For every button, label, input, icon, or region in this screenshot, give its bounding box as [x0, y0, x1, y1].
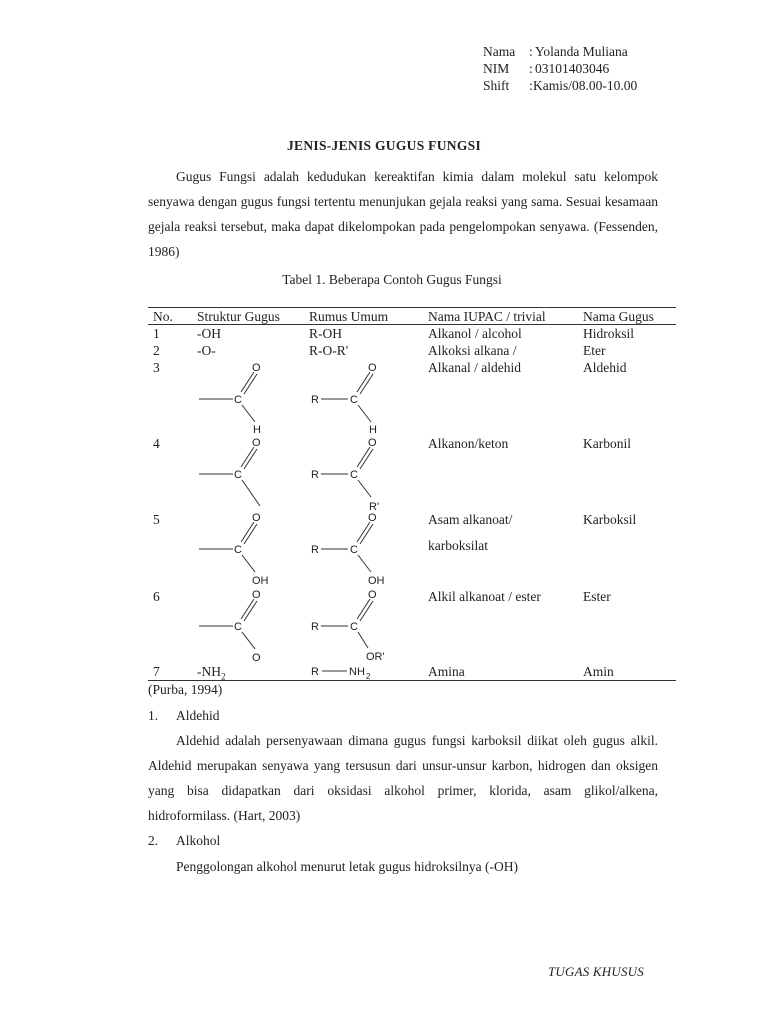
row-no: 1 [153, 326, 160, 341]
atom-o: O [368, 362, 377, 374]
row-iupac: Alkanon/keton [428, 436, 509, 451]
atom-c: C [234, 544, 242, 556]
row-iupac-cont: karboksilat [428, 538, 488, 553]
atom-h: H [253, 424, 261, 436]
atom-r: R [311, 394, 319, 406]
nim-sep: : [529, 61, 533, 76]
atom-r-prime: R' [369, 501, 380, 513]
section-paragraph: Aldehid adalah persenyawaan dimana gugus fungsi karboksil diikat oleh gugus alkil. Aldehid merupakan senyawa yang tersusun dari unsur-unsur karbon, hidrogen dan oksigen yang bisa didapatkan dari oksidasi alkohol primer, klorida, asam glikol/alkena, hidroformilass. (Hart, 2003) [148, 733, 658, 823]
shift-label: Shift [483, 78, 510, 93]
row-no: 2 [153, 343, 160, 358]
nim-value: 03101403046 [535, 61, 610, 76]
atom-r: R [311, 666, 319, 678]
row-no: 7 [153, 664, 160, 679]
nim-label: NIM [483, 61, 510, 76]
row-iupac: Alkanal / aldehid [428, 360, 521, 375]
atom-h: H [369, 424, 377, 436]
header-no: No. [153, 309, 173, 324]
row-struktur: -OH [197, 326, 221, 341]
atom-r: R [311, 544, 319, 556]
section-title: Alkohol [176, 833, 221, 848]
table-caption: Tabel 1. Beberapa Contoh Gugus Fungsi [282, 272, 502, 287]
row-iupac: Alkil alkanoat / ester [428, 589, 541, 604]
page-title: JENIS-JENIS GUGUS FUNGSI [287, 138, 481, 153]
row-gugus: Karboksil [583, 512, 637, 527]
name-value: Yolanda Muliana [535, 44, 628, 59]
row-gugus: Hidroksil [583, 326, 635, 341]
atom-o: O [368, 589, 377, 601]
row-iupac: Alkoksi alkana / [428, 343, 517, 358]
atom-o: O [252, 652, 261, 664]
row-iupac: Amina [428, 664, 465, 679]
atom-r: R [311, 469, 319, 481]
header-gugus: Nama Gugus [583, 309, 654, 324]
atom-o: O [252, 589, 261, 601]
row-iupac: Asam alkanoat/ [428, 512, 513, 527]
atom-c: C [350, 621, 358, 633]
row-no: 5 [153, 512, 160, 527]
atom-oh: OH [368, 575, 385, 587]
atom-or-prime: OR' [366, 651, 385, 663]
atom-c: C [350, 544, 358, 556]
atom-nh: NH [349, 666, 365, 678]
row-gugus: Ester [583, 589, 611, 604]
atom-c: C [350, 394, 358, 406]
intro-paragraph: Gugus Fungsi adalah kedudukan kereaktifan kimia dalam molekul satu kelompok senyawa dengan gugus fungsi tertentu menunjukan gejala reaksi yang sama. Sesuai kesamaan gejala reaksi tersebut, maka dapat dikelompokan pada pengelompokan senyawa. (Fessenden, 1986) [148, 169, 658, 259]
atom-c: C [234, 469, 242, 481]
atom-c: C [234, 621, 242, 633]
section-number: 1. [148, 708, 159, 723]
row-gugus: Karbonil [583, 436, 631, 451]
name-label: Nama [483, 44, 516, 59]
shift-value: Kamis/08.00-10.00 [533, 78, 638, 93]
table-source: (Purba, 1994) [148, 682, 223, 697]
atom-o: O [252, 512, 261, 524]
header-struktur: Struktur Gugus [197, 309, 280, 324]
atom-o: O [368, 437, 377, 449]
name-sep: : [529, 44, 533, 59]
atom-r: R [311, 621, 319, 633]
atom-oh: OH [252, 575, 269, 587]
header-rumus: Rumus Umum [309, 309, 389, 324]
atom-o: O [252, 437, 261, 449]
row-iupac: Alkanol / alcohol [428, 326, 522, 341]
nh-sub: 2 [221, 671, 226, 682]
shift-sep: : [529, 78, 533, 93]
header-iupac: Nama IUPAC / trivial [428, 309, 546, 324]
section-title: Aldehid [176, 708, 220, 723]
row-no: 4 [153, 436, 160, 451]
row-no: 3 [153, 360, 160, 375]
row-struktur: -O- [197, 343, 216, 358]
row-gugus: Eter [583, 343, 606, 358]
row-gugus: Aldehid [583, 360, 627, 375]
section-paragraph: Penggolongan alkohol menurut letak gugus hidroksilnya (-OH) [176, 859, 518, 874]
row-gugus: Amin [583, 664, 614, 679]
atom-c: C [234, 394, 242, 406]
page-footer: TUGAS KHUSUS [548, 964, 644, 979]
atom-o: O [368, 512, 377, 524]
atom-o: O [252, 362, 261, 374]
row-rumus: R-O-R' [309, 343, 349, 358]
row-rumus: R-OH [309, 326, 342, 341]
nh-text: -NH [197, 664, 221, 679]
row-no: 6 [153, 589, 160, 604]
section-number: 2. [148, 833, 159, 848]
atom-c: C [350, 469, 358, 481]
atom-nh-sub: 2 [366, 672, 371, 681]
